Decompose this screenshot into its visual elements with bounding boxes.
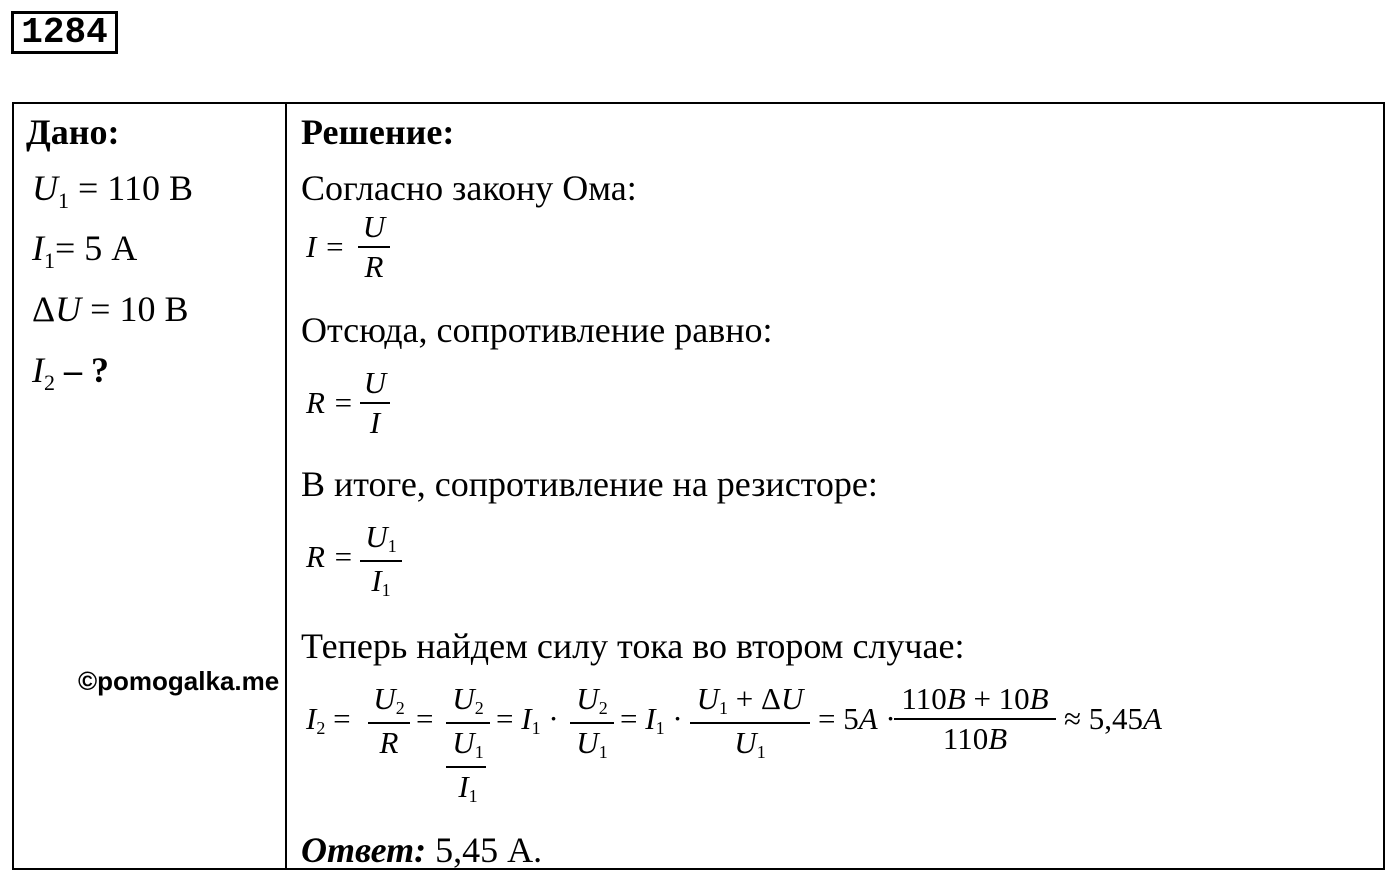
solution-text-4: Теперь найдем силу тока во втором случае: [301,626,965,666]
watermark: ©pomogalka.me [78,666,280,696]
answer-line [301,830,542,870]
solution-text-2: Отсюда, сопротивление равно: [301,310,773,350]
solution-heading: Решение: [301,112,455,152]
given-heading: Дано: [26,112,120,152]
column-divider [285,104,287,868]
answer-value: 5,45 А. [426,830,543,870]
answer-label: Ответ: [301,830,427,870]
problem-number: 1284 [11,11,118,54]
given-delta-u: ΔU = 10 В [32,289,189,329]
solution-table: Дано: $U_1 = 110$ В $I_1= 5$ А ΔU = 10 В $I_2$ – ? Решение: Согласно закону Ома: I = U R Отсюда, сопротивление равно: R = U I В итоге, сопротивление на резисторе: R = U1 I1 Теперь найдем силу тока во втором случае: I2 = U2 R = U2 U1 I1 = I1 · U2 U1 = I1 · U1 + ΔU U1 = 5A · 110B + 10B 110B ≈ 5,45A Ответ: 5,45 А. [12,102,1385,870]
solution-text-3: В итоге, сопротивление на резисторе: [301,464,878,504]
given-u1: $U_1 = 110$ В [32,168,193,213]
given-i1: $I_1= 5$ А [32,228,138,273]
given-unknown-i2: $I_2$ – ? [32,350,109,395]
solution-text-1: Согласно закону Ома: [301,168,637,208]
